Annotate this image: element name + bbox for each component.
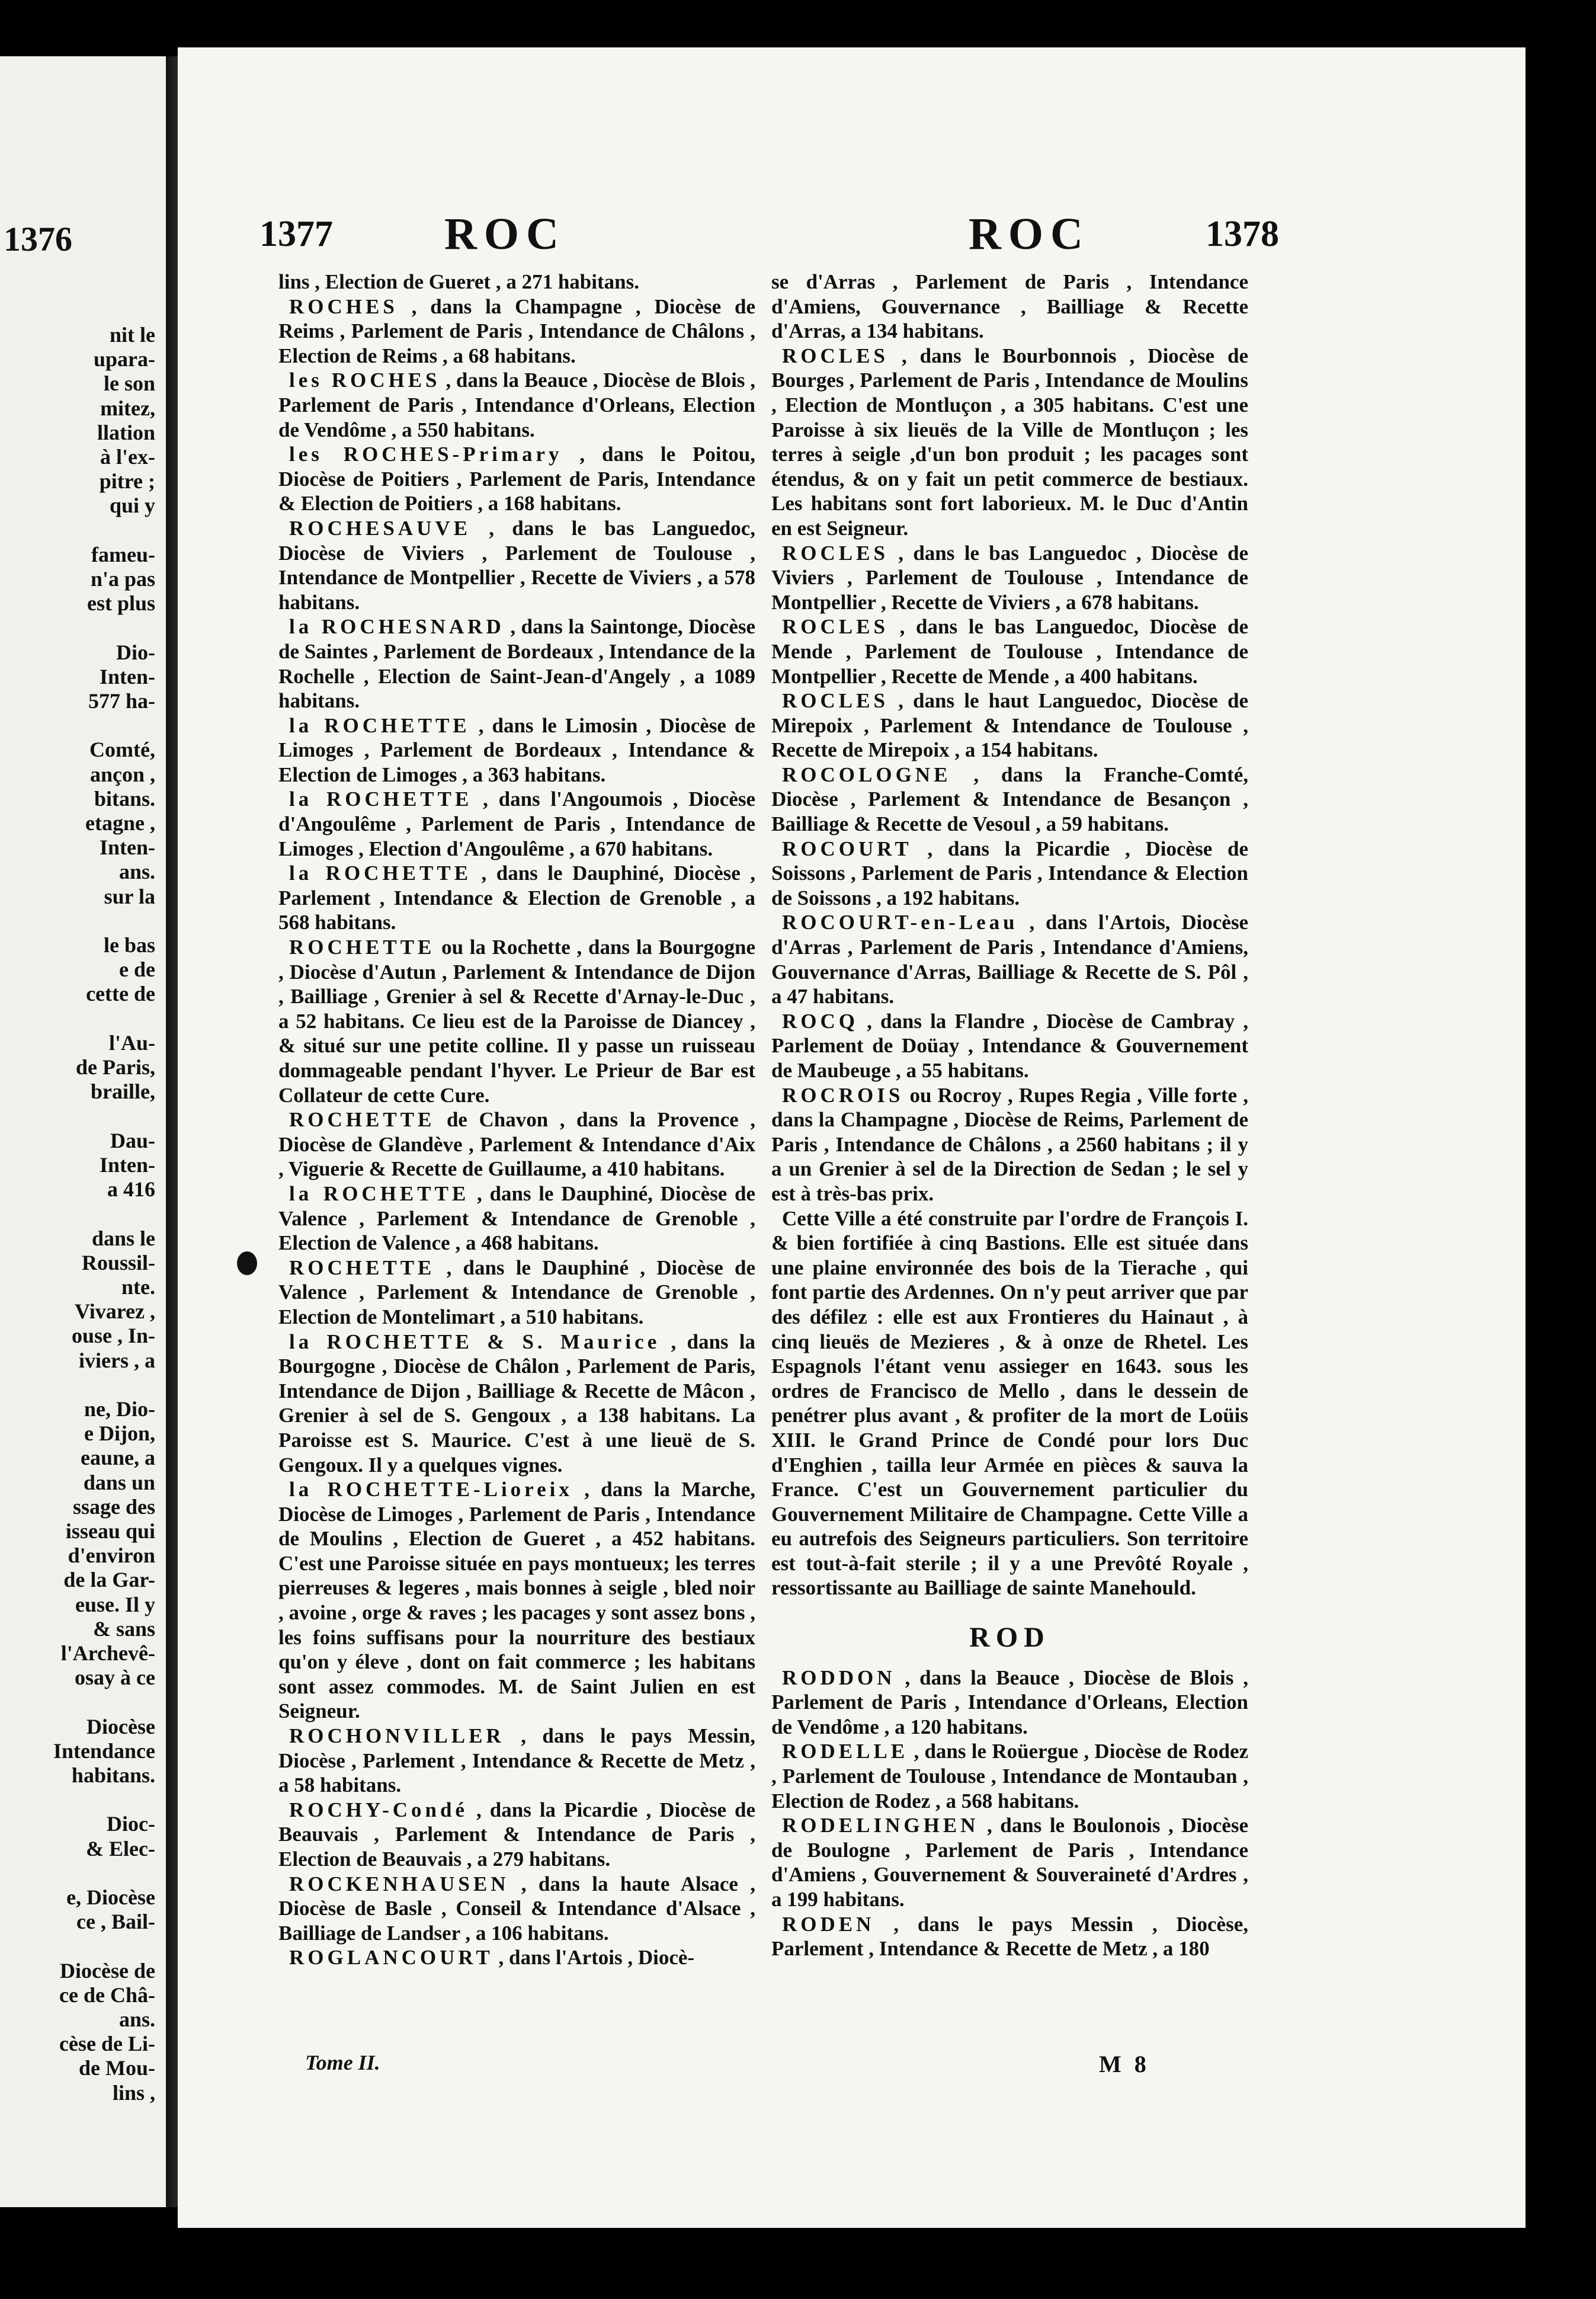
- previous-page-line: ouse , In-: [71, 1324, 155, 1348]
- entry-headword: ROCLES: [782, 615, 889, 639]
- previous-page-line: ce de Châ-: [59, 1983, 155, 2007]
- previous-page-line: Dioc-: [107, 1812, 155, 1836]
- dictionary-entry: [278, 368, 755, 442]
- entry-headword: la ROCHETTE-Lioreix: [289, 1478, 573, 1501]
- entry-text: , dans le haut Languedoc, Diocèse de Mirepoix , Parlement & Intendance de Toulouse , Recette de Mirepoix , a 154 habitans.: [771, 689, 1249, 762]
- entry-headword: ROGLANCOURT: [289, 1946, 493, 1970]
- entry-text: ou la Rochette , dans la Bourgogne , Diocèse d'Autun , Parlement & Intendance de Dijon , Bailliage , Grenier à sel & Recette d'Arnay-le-Duc , a 52 habitans. Ce lieu est de la Paroisse de Diancey , & situé sur une petite colline. Il y passe un ruisseau dommageable pendant l'hyver. Le Prieur de Bar est Collateur de cette Cure.: [278, 936, 756, 1107]
- dictionary-entry: [278, 1107, 755, 1181]
- dictionary-entry: [771, 614, 1248, 689]
- previous-page-line: Intendance: [53, 1738, 155, 1763]
- previous-page-line: habitans.: [71, 1763, 155, 1787]
- entry-headword: ROCHETTE: [289, 936, 435, 959]
- entry-text: de Chavon , dans la Provence , Diocèse de Glandève , Parlement & Intendance d'Aix , Viguerie & Recette de Guillaume, a 410 habitans.: [278, 1108, 755, 1181]
- entry-text: lins , Election de Gueret , a 271 habitans.: [278, 270, 639, 293]
- entry-headword: ROCHES: [289, 294, 398, 318]
- previous-page-line: bitans.: [94, 786, 155, 811]
- entry-text: , dans le Dauphiné, Diocèse de Valence , Parlement & Intendance de Grenoble , Election de Valence , a 468 habitans.: [278, 1181, 755, 1255]
- previous-page-line: [0, 518, 161, 543]
- previous-page-line: a 416: [107, 1177, 155, 1202]
- entry-headword: les ROCHES-Primary: [289, 443, 563, 466]
- left-column: [278, 270, 755, 1970]
- entry-headword: ROCLES: [782, 541, 889, 565]
- previous-page-line: ssage des: [72, 1494, 155, 1519]
- page-number-left: 1377: [259, 214, 333, 254]
- running-head-left: ROC: [444, 209, 566, 259]
- dictionary-entry: [278, 861, 755, 935]
- entry-headword: ROCHONVILLER: [289, 1724, 505, 1748]
- previous-page-line: [0, 1861, 161, 1885]
- right-column: [771, 270, 1248, 1961]
- previous-page-line: etagne ,: [85, 811, 155, 835]
- entry-headword: ROCLES: [782, 344, 889, 367]
- previous-page-line: dans un: [83, 1470, 155, 1494]
- entry-text: , dans la Franche-Comté, Diocèse , Parlement & Intendance de Besançon , Bailliage & Recette de Vesoul , a 59 habitans.: [771, 763, 1249, 836]
- previous-page-line: Inten-: [99, 664, 155, 689]
- previous-page-line: [0, 1934, 161, 1958]
- volume-label: Tome II.: [305, 2051, 380, 2074]
- entry-headword: ROCOURT: [782, 837, 912, 860]
- entry-headword: ROCHETTE: [289, 1256, 435, 1279]
- entry-text: , dans le Dauphiné , Diocèse de Valence , Parlement & Intendance de Grenoble , Election de Montelimart , a 510 habitans.: [278, 1256, 755, 1328]
- previous-page-line: llation: [97, 420, 155, 444]
- previous-page-line: lins ,: [112, 2080, 155, 2105]
- dictionary-entry: [278, 270, 755, 294]
- entry-headword: la ROCHETTE: [289, 713, 470, 737]
- previous-page-line: [0, 1104, 161, 1129]
- previous-page-line: Diocèse: [86, 1714, 155, 1738]
- previous-page-line: e de: [119, 958, 155, 982]
- dictionary-entry: [278, 1798, 755, 1872]
- entry-text: , dans la Beauce , Diocèse de Blois , Parlement de Paris , Intendance d'Orleans, Election de Vendôme , a 120 habitans.: [771, 1666, 1249, 1738]
- dictionary-entry: [278, 1256, 755, 1330]
- entry-headword: la ROCHETTE: [289, 787, 473, 811]
- entry-text: , dans la Marche, Diocèse de Limoges , Parlement de Paris , Intendance de Moulins , Election de Gueret , a 452 habitans. C'est une Paroisse située en pays montueux; les terres pierreuses & legeres , mais bonnes à seigle , bled noir , avoine , orge & raves ; les pacages y sont assez bons , les foins suffisans pour la nourriture des bestiaux qu'on y éleve , dont on fait commerce ; les habitans sont assez commodes. M. de Saint Julien en est Seigneur.: [278, 1478, 756, 1723]
- previous-page-line: isseau qui: [65, 1519, 155, 1543]
- previous-page-line: [0, 909, 161, 933]
- dictionary-entry: [771, 837, 1248, 911]
- entry-headword: ROCKENHAUSEN: [289, 1872, 509, 1895]
- dictionary-entry: [278, 787, 755, 861]
- ink-blot: [237, 1251, 257, 1275]
- previous-page-line: & sans: [92, 1616, 155, 1641]
- previous-page-line: ans.: [118, 860, 155, 884]
- entry-text: , dans le bas Languedoc, Diocèse de Mende , Parlement de Toulouse , Intendance de Montpellier , Recette de Mende , a 400 habitans.: [771, 615, 1249, 688]
- previous-page-line: braille,: [91, 1080, 155, 1104]
- dictionary-entry: [278, 1872, 755, 1946]
- entry-text: Cette Ville a été construite par l'ordre de François I. & bien fortifiée à cinq Bastions. Elle est située dans une plaine environnée des bois de la Tierache , qui font partie des Ardennes. On n'y peut arriver que par des défilez : elle est aux Frontieres du Hainaut , à cinq lieuës de Mezieres , & à onze de Rhetel. Les Espagnols l'étant venu assieger en 1643. sous les ordres de Francisco de Mello , dans le dessein de penétrer plus avant , & profiter de la mort de Loüis XIII. le Grand Prince de Condé pour lors Duc d'Enghien , tailla leur Armée en pièces & sauva la France. C'est un Gouvernement particulier du Gouvernement Militaire de Champagne. Cette Ville a eu autrefois des Seigneurs particuliers. Son territoire est tout-à-fait sterile ; il y a une Prevôté Royale , ressortissante au Bailliage de sainte Manehould.: [771, 1206, 1248, 1600]
- previous-page-line: ce , Bail-: [76, 1910, 155, 1934]
- dictionary-entry: [278, 1181, 755, 1256]
- entry-text: , dans la Flandre , Diocèse de Cambray , Parlement de Doüay , Intendance & Gouvernement de Maubeuge , a 55 habitans.: [771, 1009, 1248, 1082]
- entry-headword: ROCQ: [782, 1009, 858, 1033]
- dictionary-entry: [771, 1083, 1248, 1206]
- entry-text: , dans le pays Messin , Diocèse, Parlement , Intendance & Recette de Metz , a 180: [771, 1912, 1248, 1961]
- previous-page-line: [0, 713, 161, 738]
- section-heading: ROD: [969, 1622, 1050, 1654]
- previous-page-line: est plus: [86, 591, 155, 616]
- previous-page-line: l'Au-: [108, 1030, 155, 1055]
- dictionary-entry: [771, 763, 1248, 837]
- entry-text: , dans la Bourgogne , Diocèse de Châlon , Parlement de Paris, Intendance de Dijon , Bailliage & Recette de Mâcon , Grenier à sel de S. Gengoux , a 138 habitans. La Paroisse est S. Maurice. C'est à une lieuë de S. Gengoux. Il y a quelques vignes.: [278, 1330, 755, 1477]
- entry-headword: la ROCHESNARD: [289, 615, 505, 639]
- previous-page-line: cette de: [86, 982, 155, 1006]
- previous-page-line: Comté,: [89, 738, 155, 762]
- previous-page-line: fameu-: [91, 542, 155, 566]
- entry-headword: ROCROIS: [782, 1083, 904, 1107]
- entry-text: , dans la Beauce , Diocèse de Blois , Parlement de Paris , Intendance d'Orleans, Election de Vendôme , a 550 habitans.: [278, 369, 755, 441]
- previous-page-line: pitre ;: [99, 469, 155, 494]
- entry-text: ou Rocroy , Rupes Regia , Ville forte , dans la Champagne , Diocèse de Reims, Parlement de Paris , Intendance de Châlons , a 2560 habitans ; il y a un Grenier à sel de la Direction de Sedan ; le sel y est à très-bas prix.: [771, 1083, 1248, 1205]
- previous-page-line: Vivarez ,: [75, 1299, 155, 1324]
- previous-page-line: eaune, a: [81, 1446, 155, 1470]
- entry-headword: la ROCHETTE: [289, 862, 472, 885]
- entry-text: , dans la Champagne , Diocèse de Reims , Parlement de Paris , Intendance de Châlons , Election de Reims , a 68 habitans.: [278, 294, 756, 367]
- previous-page-line: [0, 1373, 161, 1397]
- previous-page-line: [0, 616, 161, 640]
- entry-headword: ROCHY-Condé: [289, 1798, 468, 1821]
- entry-text: , dans le Poitou, Diocèse de Poitiers , Parlement de Paris, Intendance & Election de Poitiers , a 168 habitans.: [278, 443, 755, 515]
- previous-page-line: euse. Il y: [75, 1592, 155, 1616]
- entry-headword: ROCHETTE: [289, 1108, 435, 1132]
- previous-page-line: ançon ,: [89, 762, 155, 786]
- dictionary-entry: [278, 294, 755, 369]
- previous-page-text-fragments: [0, 323, 161, 2105]
- previous-page-line: [0, 1202, 161, 1226]
- previous-page-line: sur la: [104, 884, 155, 908]
- entry-text: , dans le Bourbonnois , Diocèse de Bourges , Parlement de Paris , Intendance de Moulins , Election de Montluçon , a 305 habitans. C'est une Paroisse à six lieuës de la Ville de Montluçon ; les terres à seigle ,d'un bon produit ; les pacages sont étendus, & on y fait un petit commerce de bestiaux. Les habitans sont fort laborieux. M. le Duc d'Antin en est Seigneur.: [771, 344, 1249, 540]
- previous-page-line: de la Gar-: [63, 1568, 155, 1592]
- dictionary-entry: [278, 1945, 755, 1970]
- current-page: [178, 47, 1526, 2228]
- previous-page-line: e Dijon,: [84, 1421, 155, 1446]
- previous-page-line: ne, Dio-: [84, 1397, 155, 1421]
- entry-text: , dans le bas Languedoc , Diocèse de Viviers , Parlement de Toulouse , Intendance de Montpellier , Recette de Viviers , a 678 habitans.: [771, 541, 1248, 614]
- entry-headword: RODDON: [782, 1666, 896, 1689]
- entry-text: , dans le Boulonois , Diocèse de Boulogne , Parlement de Paris , Intendance d'Amiens , Gouvernement & Souveraineté d'Ardres , a 199 habitans.: [771, 1814, 1248, 1911]
- previous-page-line: Roussil-: [81, 1250, 155, 1275]
- previous-page-line: qui y: [109, 494, 155, 518]
- previous-page-line: l'Archevê-: [60, 1641, 155, 1665]
- dictionary-entry: [771, 541, 1248, 615]
- previous-page-line: le son: [103, 372, 155, 396]
- previous-page-line: [0, 1007, 161, 1031]
- dictionary-entry: [278, 935, 755, 1107]
- entry-headword: ROCOLOGNE: [782, 763, 951, 786]
- dictionary-entry: [771, 344, 1248, 541]
- previous-page-line: Dio-: [116, 640, 155, 664]
- dictionary-entry: [771, 270, 1248, 344]
- previous-page-line: Inten-: [99, 835, 155, 860]
- entry-headword: ROCHESAUVE: [289, 516, 471, 540]
- entry-text: , dans la haute Alsace , Diocèse de Basle , Conseil & Intendance d'Alsace , Bailliage de Landser , a 106 habitans.: [278, 1872, 756, 1945]
- dictionary-entry: [278, 614, 755, 713]
- previous-page-line: Inten-: [99, 1152, 155, 1177]
- previous-page-line: nte.: [121, 1275, 155, 1299]
- dictionary-entry: [771, 1206, 1248, 1601]
- page-header: [178, 209, 1526, 267]
- previous-page-line: nit le: [110, 323, 155, 347]
- dictionary-entry: [771, 689, 1248, 763]
- previous-page-line: [0, 1788, 161, 1812]
- entry-text: , dans la Picardie , Diocèse de Soissons , Parlement de Paris , Intendance & Election de Soissons , a 192 habitans.: [771, 837, 1248, 910]
- running-head-right: ROC: [969, 209, 1090, 259]
- previous-page-line: e, Diocèse: [66, 1885, 155, 1909]
- signature-mark: M 8: [1099, 2051, 1150, 2077]
- previous-page-line: 577 ha-: [88, 689, 155, 713]
- previous-page-line: ans.: [118, 2007, 155, 2032]
- entry-text: , dans le bas Languedoc, Diocèse de Viviers , Parlement de Toulouse , Intendance de Montpellier , Recette de Viviers , a 578 habitans.: [278, 516, 755, 614]
- dictionary-entry: [278, 1477, 755, 1724]
- entry-text: , dans l'Artois , Diocè-: [498, 1946, 695, 1970]
- entry-text: , dans la Saintonge, Diocèse de Saintes , Parlement de Bordeaux , Intendance de la Rochelle , Election de Saint-Jean-d'Angely , a 1089 habitans.: [278, 615, 756, 713]
- page-number-right: 1378: [1206, 214, 1279, 254]
- dictionary-entry: [278, 442, 755, 516]
- previous-page-line: dans le: [91, 1226, 155, 1250]
- entry-text: se d'Arras , Parlement de Paris , Intendance d'Amiens, Gouvernance , Bailliage & Recette d'Arras, a 134 habitans.: [771, 270, 1248, 343]
- entry-text: , dans la Picardie , Diocèse de Beauvais , Parlement & Intendance de Paris , Election de Beauvais , a 279 habitans.: [278, 1798, 756, 1871]
- entry-headword: ROCLES: [782, 689, 889, 713]
- dictionary-entry: [771, 1813, 1248, 1911]
- dictionary-entry: [278, 713, 755, 787]
- dictionary-entry: [771, 1739, 1248, 1813]
- previous-page: [0, 56, 169, 2207]
- dictionary-entry: [278, 1330, 755, 1478]
- previous-page-line: Dau-: [110, 1128, 155, 1152]
- previous-page-line: de Mou-: [79, 2056, 155, 2080]
- previous-page-line: osay à ce: [75, 1666, 155, 1690]
- previous-page-line: Diocèse de: [60, 1958, 155, 1983]
- dictionary-entry: [771, 1666, 1248, 1740]
- previous-page-line: à l'ex-: [100, 445, 155, 469]
- entry-text: , dans le Dauphiné, Diocèse , Parlement , Intendance & Election de Grenoble , a 568 habitans.: [278, 862, 755, 934]
- previous-page-number: 1376: [4, 220, 72, 258]
- previous-page-line: & Elec-: [86, 1836, 155, 1861]
- entry-headword: ROCOURT-en-Leau: [782, 911, 1018, 934]
- dictionary-entry: [278, 1724, 755, 1798]
- previous-page-line: le bas: [103, 933, 155, 958]
- previous-page-line: de Paris,: [76, 1055, 155, 1080]
- entry-headword: RODELINGHEN: [782, 1814, 979, 1837]
- previous-page-line: upara-: [93, 347, 155, 372]
- entry-headword: RODELLE: [782, 1740, 909, 1763]
- previous-page-line: cèse de Li-: [59, 2032, 155, 2056]
- dictionary-entry: [771, 1912, 1248, 1961]
- entry-headword: la ROCHETTE & S. Maurice: [289, 1330, 661, 1353]
- dictionary-entry: [278, 516, 755, 614]
- entry-headword: les ROCHES: [289, 369, 441, 392]
- entry-headword: RODEN: [782, 1912, 875, 1936]
- entry-text: , dans le pays Messin, Diocèse , Parlement , Intendance & Recette de Metz , a 58 habitans.: [278, 1724, 755, 1797]
- previous-page-line: mitez,: [100, 396, 155, 420]
- previous-page-line: d'environ: [68, 1544, 155, 1568]
- dictionary-entry: [771, 1009, 1248, 1083]
- entry-text: , dans l'Artois, Diocèse d'Arras , Parlement de Paris , Intendance d'Amiens, Gouvernance d'Arras, Bailliage & Recette de S. Pôl , a 47 habitans.: [771, 911, 1248, 1008]
- previous-page-line: n'a pas: [90, 567, 155, 591]
- entry-text: , dans le Limosin , Diocèse de Limoges , Parlement de Bordeaux , Intendance & Election de Limoges , a 363 habitans.: [278, 713, 756, 786]
- dictionary-entry: [771, 910, 1248, 1008]
- entry-text: , dans le Roüergue , Diocèse de Rodez , Parlement de Toulouse , Intendance de Montauban , Election de Rodez , a 568 habitans.: [771, 1740, 1249, 1813]
- previous-page-line: [0, 1690, 161, 1714]
- entry-headword: la ROCHETTE: [289, 1181, 470, 1205]
- previous-page-line: iviers , a: [79, 1348, 155, 1372]
- entry-text: , dans l'Angoumois , Diocèse d'Angoulême , Parlement de Paris , Intendance de Limoges , Election d'Angoulême , a 670 habitans.: [278, 787, 756, 860]
